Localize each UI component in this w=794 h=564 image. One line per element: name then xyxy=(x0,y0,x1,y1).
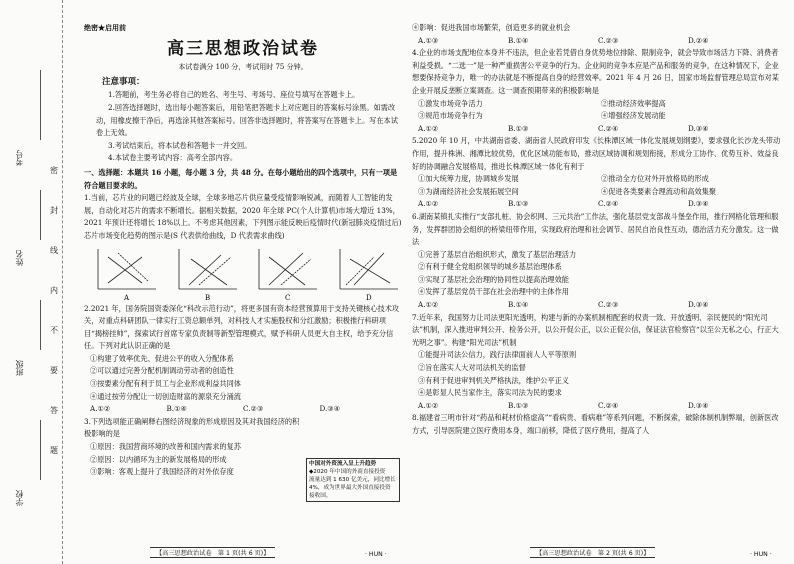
seal-char: 内 xyxy=(50,286,58,295)
q4-item: ②推动经济效率提高 xyxy=(601,98,666,108)
option-c: C.②④ xyxy=(598,123,619,133)
footer-left-code: · HUN · xyxy=(365,551,387,558)
option-d: D.③④ xyxy=(688,123,709,133)
q3-item: ④影响：促进我国市场繁荣，创造更多的就业机会 xyxy=(412,23,571,32)
xuexiao-line xyxy=(40,420,41,480)
option-d: D.③④ xyxy=(688,300,709,310)
question-1: 1.当前，芯片业的问题已经波及全球，全球多地芯片供应量受疫情影响锐减，而随着人工智能的发展，自动化对芯片的需求不断增长。据相关数据，2020 年全球 PC(个人计算机)市场大增近 13%，2021 年预计还将增长 18%以上。不考虑其他因素，下列图示能反映后疫情时代(新冠肺炎疫情过后)芯片市场变化趋势的图示是(S 代表供给曲线，D 代表需求曲线) xyxy=(84,193,402,240)
notice-heading: 注意事项： xyxy=(102,76,145,87)
q2-item: ④通过按劳分配让一切创造财富的源泉充分涌流 xyxy=(90,391,241,401)
chart-label-a: A xyxy=(124,293,130,302)
q3-item: ①原因：我国营商环境的改善和国内需求的复苏 xyxy=(90,442,241,452)
box-line: ◆2020 年中国的外商直接投资 xyxy=(309,469,386,475)
chart-label-d: D xyxy=(365,293,372,302)
notice-item: 3.考试结束后，将本试卷和答题卡一并交回。 xyxy=(108,140,252,150)
q4-items xyxy=(412,98,784,123)
q7-options xyxy=(412,400,784,413)
page-label-left: 【高三思想政治试卷 第 1 页(共 6 页)】 xyxy=(150,547,275,558)
box-line: 接收国。 xyxy=(309,493,332,499)
option-a: A.①② xyxy=(90,404,111,414)
option-a: A.①② xyxy=(418,300,439,310)
option-c: C.②③ xyxy=(598,35,619,45)
seal-char: 不 xyxy=(50,326,58,335)
secret-mark: 绝密★启用前 xyxy=(84,23,126,32)
q6-item: ③实现了基层社会治理的协同性以提高治理效能 xyxy=(418,274,569,284)
box-line: 流量达到 1 630 亿美元，同比增长 xyxy=(309,477,396,483)
seal-char: 封 xyxy=(50,206,58,215)
question-4: 4.企业的市场支配地位本身并不违法，但企业若凭借自身优势地位排除、限制竞争，就会导致市场活力下降、消费者利益受损。“二选一”是一种严重损害公平竞争的行为。企业间的竞争本应是产品和服务的竞争，在这种情况下，企业想要保持竞争力，唯一的办法就是不断提高自身的经营效率。2021 年 4 月 26 日，国家市场监督管理总局宣布对某企业开展反垄断立案调查。这一调查预期带来的积极影响是 xyxy=(412,48,779,95)
q7-item: ②旨在落实人大对司法机关的监督 xyxy=(418,363,526,373)
q5-item: ④促进各类要素合理流动和高效集聚 xyxy=(601,186,717,196)
label-xuexiao: 学校 xyxy=(15,490,24,506)
q4-item: ③规范市场竞争行为 xyxy=(418,111,483,121)
chart-label-c: C xyxy=(285,293,291,302)
q5-items xyxy=(412,173,784,198)
notice-item: 4.本试卷主要考试内容：高考全部内容。 xyxy=(108,153,238,163)
binding-margin xyxy=(0,0,63,564)
footer-left xyxy=(150,547,275,558)
question-8: 8.福建省三明市针对“药品和耗材价格虚高”“看病贵、看病难”等系列问题，不断探索，破除体制机制弊端，创新医改方式，引导医院建立医疗费用本身，端口前移，降低了医疗费用，提高了人 xyxy=(412,413,779,435)
notice-item: 2.回答选择题时，选出每小题答案后，用铅笔把答题卡上对应题目的答案标号涂黑。如需改动，用橡皮擦干净后，再选涂其他答案标号。回答非选择题时，将答案写在答题卡上。写在本试卷上无效。 xyxy=(96,102,398,138)
kaohao-line xyxy=(40,70,41,140)
q7-item: ①能提升司法公信力，践行法律面前人人平等原则 xyxy=(418,350,577,360)
question-5: 5.2020 年 10 月，中共湖南省委、湖南省人民政府印发《长株潭区域一体化发展规划纲要》，要求强化长沙龙头带动作用，提升株洲、湘潭比较优势，优化区域功能布局，推动区域协调和规划衔接，形成分工协作、优势互补、效益良好的协调融合发展格局，推进长株潭区域一体化有利于 xyxy=(412,136,781,171)
q4-item: ①激发市场竞争活力 xyxy=(418,98,483,108)
q2-item: ③按要素分配有利于员工与企业形成利益共同体 xyxy=(90,379,241,389)
label-banji: 班级 xyxy=(15,360,24,376)
q5-item: ②推动全方位对外开放格局的形成 xyxy=(601,174,709,184)
score-note: 本试卷满分 100 分，考试用时 75 分钟。 xyxy=(178,63,308,72)
seal-char: 题 xyxy=(50,446,58,455)
page-label-right: 【高三思想政治试卷 第 2 页(共 6 页)】 xyxy=(530,547,655,558)
footer-right xyxy=(530,547,655,558)
option-d: D.③④ xyxy=(319,404,341,414)
option-b: B.①③ xyxy=(508,123,529,133)
label-kaohao: 考号 xyxy=(15,150,24,166)
q6-options xyxy=(412,299,784,312)
option-b: B.①④ xyxy=(508,300,529,310)
supply-demand-chart-a xyxy=(90,245,160,303)
seal-char: 密 xyxy=(50,166,58,175)
q6-item: ①完善了基层自治组织形式，激发了基层治理活力 xyxy=(418,249,577,259)
q5-item: ③为湖南经济社会发展拓展空间 xyxy=(418,186,519,196)
banji-line xyxy=(40,300,41,350)
footer-right-code: · HUN · xyxy=(750,551,772,558)
option-c: C.②③ xyxy=(243,404,264,414)
q7-item: ④是彰显人民当家作主，落实司法为民的要求 xyxy=(418,388,562,398)
option-b: B.①④ xyxy=(166,404,187,414)
label-xingming: 姓名 xyxy=(15,250,24,266)
option-c: C.②③ xyxy=(598,300,619,310)
q5-options xyxy=(412,198,784,211)
section-heading: 一、选择题：本题共 16 小题，每小题 3 分，共 48 分。在每小题给出的四个选项中，只有一项是符合题目要求的。 xyxy=(84,167,398,190)
question-7: 7.近年来，我国努力让司法更阳光透明，构建与新的办案机制相配套的权责一致、开放透明、亲民便民的“阳光司法”机制，深入推进审判公开、检务公开，以公开促公正，以公正促公信，保证法官检察官“以至公无私之心，行正大光明之事”。构建“阳光司法”机制 xyxy=(412,312,779,347)
xingming-line xyxy=(40,190,41,240)
right-column xyxy=(412,22,784,542)
option-d: D.②④ xyxy=(688,35,709,45)
question-6: 6.湖南某镇扎实推行“支部扎桩、协会织网、三元共治”工作法，强化基层党支部战斗堡垒作用，推行网格化管理和服务，发挥群团协会组织的桥梁纽带作用，实现政府治理和社会调节、居民自治良性互动，德治活力充分激发。这一做法 xyxy=(412,211,779,247)
option-c: C.②④ xyxy=(598,199,619,209)
question-2: 2.2021 年，国务院国资委深化“科改示范行动”，将更多国有资本经营预算用于支持关键核心技术攻关，对重点科研团队一律实行工资总额单列，对科技人才实施股权和分红激励；积极推行科研项目“揭榜挂帅”，探索试行首席专家负责制等新型管理模式，赋予科研人员更大自主权，给予充分信任。下列对此认识正确的是 xyxy=(84,303,400,351)
fdi-info-box xyxy=(306,458,400,502)
box-line: 中国对外资流入呈上升趋势 xyxy=(309,461,377,467)
option-d: D.③④ xyxy=(688,199,709,209)
option-a: A.①③ xyxy=(418,35,439,45)
box-line: 4%，成为世界最大外国直接投资 xyxy=(309,485,391,491)
q7-item: ③有利于促进审判机关严格执法，维护公平正义 xyxy=(418,375,569,385)
q2-options xyxy=(84,403,402,416)
notice-item: 1.答题前，考生务必将自己的姓名、考生号、考场号、座位号填写在答题卡上。 xyxy=(108,90,360,100)
chart-label-b: B xyxy=(204,293,210,302)
q5-item: ①加大统筹力度，协调城乡发展 xyxy=(418,174,519,184)
seal-char: 线 xyxy=(50,246,58,255)
q4-item: ④增强经济发展动能 xyxy=(601,111,666,121)
option-b: B.①④ xyxy=(508,35,529,45)
option-a: A.①② xyxy=(418,199,439,209)
option-c: C.②④ xyxy=(598,400,619,410)
q3-item: ③影响：客观上提升了我国经济的对外依存度 xyxy=(90,467,234,477)
option-b: B.①③ xyxy=(508,199,529,209)
q2-item: ②可以通过完善分配机制调动劳动者的创造性 xyxy=(90,366,234,376)
q6-item: ②有利于健全党组织领导的城乡基层治理体系 xyxy=(418,262,562,272)
option-a: A.①② xyxy=(418,123,439,133)
q2-item: ①构建了效率优先、促进公平的收入分配体系 xyxy=(90,353,234,363)
q3-options xyxy=(412,35,784,48)
supply-demand-chart-d xyxy=(332,245,402,303)
question-3: 3.下列选项能正确阐释右图经济现象的形成原因及其对我国经济的积极影响的是 xyxy=(84,416,300,439)
option-d: D.③④ xyxy=(688,400,709,410)
supply-demand-chart-c xyxy=(251,245,321,303)
option-a: A.①② xyxy=(418,400,439,410)
supply-demand-chart-b xyxy=(171,245,241,303)
q4-options xyxy=(412,123,784,136)
page-title: 高三思想政治试卷 xyxy=(167,38,319,59)
seal-char: 答 xyxy=(50,406,58,415)
seal-char: 要 xyxy=(50,366,58,375)
option-b: B.①③ xyxy=(508,400,529,410)
q6-item: ④发挥了基层党员干部在社会治理中的主体作用 xyxy=(418,287,569,297)
q1-charts xyxy=(90,245,402,303)
q3-item: ②原因：以内循环为主的新发展格局的形成 xyxy=(90,454,227,464)
